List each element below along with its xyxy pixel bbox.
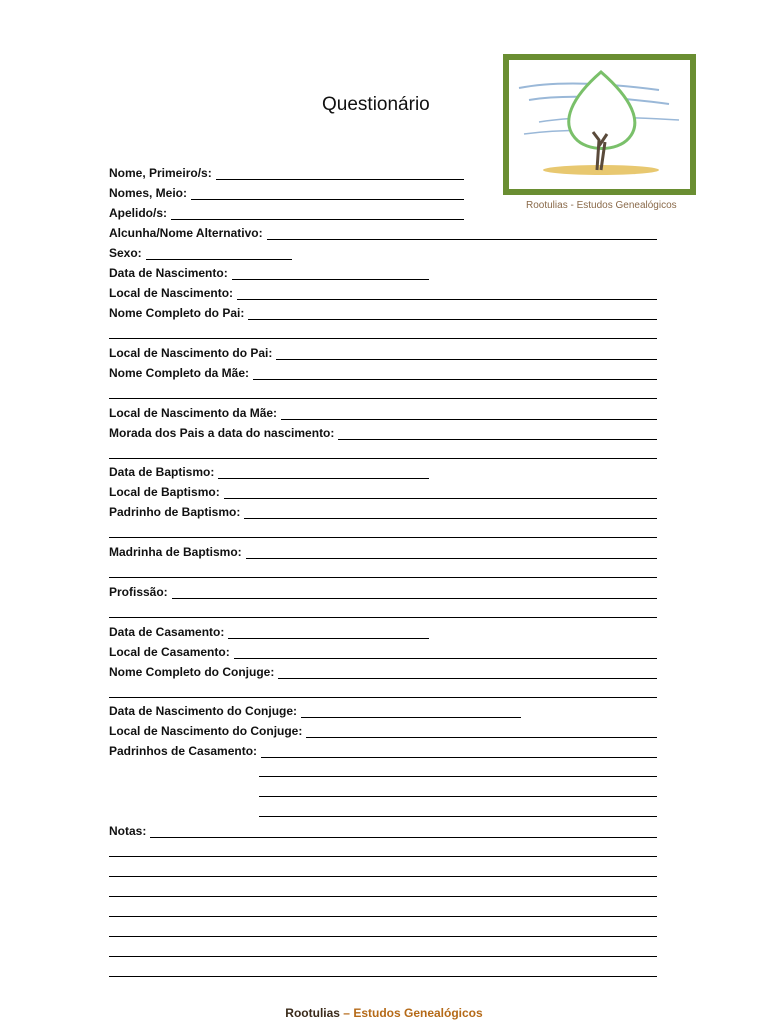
field-nome-pai[interactable]: [109, 304, 657, 320]
continuation-line[interactable]: [259, 816, 657, 817]
answer-line[interactable]: [244, 508, 657, 519]
tree-logo-icon: [509, 60, 690, 189]
answer-line[interactable]: [228, 628, 429, 639]
footer-brand: Rootulias: [285, 1006, 340, 1020]
continuation-line[interactable]: [109, 338, 657, 339]
answer-line[interactable]: [216, 169, 464, 180]
field-label: Local de Nascimento do Pai:: [109, 346, 273, 360]
field-data-nascimento-conjuge[interactable]: [109, 702, 521, 718]
field-label: Nome, Primeiro/s:: [109, 166, 212, 180]
field-label: Nomes, Meio:: [109, 186, 188, 200]
answer-line[interactable]: [191, 189, 464, 200]
notes-line[interactable]: [109, 976, 657, 977]
answer-line[interactable]: [234, 648, 657, 659]
field-label: Alcunha/Nome Alternativo:: [109, 226, 263, 240]
field-sexo[interactable]: [109, 244, 292, 260]
answer-line[interactable]: [246, 548, 657, 559]
field-nome-conjuge[interactable]: [109, 663, 657, 679]
field-label: Morada dos Pais a data do nascimento:: [109, 426, 335, 440]
continuation-line[interactable]: [259, 776, 657, 777]
answer-line[interactable]: [171, 209, 464, 220]
field-local-nascimento-mae[interactable]: [109, 404, 657, 420]
field-local-nascimento-conjuge[interactable]: [109, 722, 657, 738]
logo: [503, 54, 696, 195]
answer-line[interactable]: [232, 269, 429, 280]
field-label: Data de Casamento:: [109, 625, 225, 639]
field-label: Nome Completo do Conjuge:: [109, 665, 275, 679]
field-notas[interactable]: [109, 822, 657, 838]
answer-line[interactable]: [248, 309, 657, 320]
field-nome-primeiro[interactable]: [109, 164, 464, 180]
field-label: Padrinhos de Casamento:: [109, 744, 258, 758]
continuation-line[interactable]: [109, 617, 657, 618]
notes-line[interactable]: [109, 956, 657, 957]
answer-line[interactable]: [172, 588, 657, 599]
field-madrinha-baptismo[interactable]: [109, 543, 657, 559]
field-local-nascimento[interactable]: [109, 284, 657, 300]
field-label: Profissão:: [109, 585, 168, 599]
answer-line[interactable]: [278, 668, 657, 679]
field-label: Local de Nascimento do Conjuge:: [109, 724, 303, 738]
field-local-casamento[interactable]: [109, 643, 657, 659]
field-padrinho-baptismo[interactable]: [109, 503, 657, 519]
notes-line[interactable]: [109, 916, 657, 917]
field-data-nascimento[interactable]: [109, 264, 429, 280]
field-label: Notas:: [109, 824, 147, 838]
field-morada-pais[interactable]: [109, 424, 657, 440]
field-profissao[interactable]: [109, 583, 657, 599]
answer-line[interactable]: [150, 827, 657, 838]
logo-caption: Rootulias - Estudos Genealógicos: [526, 200, 677, 211]
continuation-line[interactable]: [109, 458, 657, 459]
field-nome-mae[interactable]: [109, 364, 657, 380]
field-label: Local de Casamento:: [109, 645, 230, 659]
field-label: Nome Completo do Pai:: [109, 306, 245, 320]
answer-line[interactable]: [146, 249, 292, 260]
field-data-baptismo[interactable]: [109, 463, 429, 479]
field-local-nascimento-pai[interactable]: [109, 344, 657, 360]
field-alcunha[interactable]: [109, 224, 657, 240]
answer-line[interactable]: [261, 747, 657, 758]
continuation-line[interactable]: [259, 796, 657, 797]
footer-separator: –: [339, 1006, 354, 1020]
answer-line[interactable]: [237, 289, 657, 300]
continuation-line[interactable]: [109, 398, 657, 399]
field-label: Local de Nascimento:: [109, 286, 234, 300]
continuation-line[interactable]: [109, 697, 657, 698]
footer-subtitle: Estudos Genealógicos: [353, 1006, 483, 1020]
field-label: Madrinha de Baptismo:: [109, 545, 242, 559]
continuation-line[interactable]: [109, 537, 657, 538]
field-label: Data de Baptismo:: [109, 465, 215, 479]
field-label: Padrinho de Baptismo:: [109, 505, 241, 519]
answer-line[interactable]: [301, 707, 521, 718]
field-label: Data de Nascimento do Conjuge:: [109, 704, 298, 718]
field-data-casamento[interactable]: [109, 623, 429, 639]
answer-line[interactable]: [306, 727, 657, 738]
field-label: Local de Nascimento da Mãe:: [109, 406, 278, 420]
field-local-baptismo[interactable]: [109, 483, 657, 499]
field-apelido[interactable]: [109, 204, 464, 220]
answer-line[interactable]: [276, 349, 657, 360]
page-title: Questionário: [322, 94, 430, 115]
page-footer: [0, 1006, 768, 1020]
answer-line[interactable]: [338, 429, 657, 440]
field-label: Data de Nascimento:: [109, 266, 228, 280]
notes-line[interactable]: [109, 876, 657, 877]
answer-line[interactable]: [218, 468, 429, 479]
field-nomes-meio[interactable]: [109, 184, 464, 200]
notes-line[interactable]: [109, 936, 657, 937]
field-padrinhos-casamento[interactable]: [109, 742, 657, 758]
answer-line[interactable]: [253, 369, 657, 380]
field-label: Nome Completo da Mãe:: [109, 366, 250, 380]
notes-line[interactable]: [109, 856, 657, 857]
continuation-line[interactable]: [109, 577, 657, 578]
field-label: Local de Baptismo:: [109, 485, 220, 499]
answer-line[interactable]: [267, 229, 657, 240]
field-label: Sexo:: [109, 246, 142, 260]
notes-line[interactable]: [109, 896, 657, 897]
field-label: Apelido/s:: [109, 206, 168, 220]
answer-line[interactable]: [281, 409, 657, 420]
answer-line[interactable]: [224, 488, 657, 499]
